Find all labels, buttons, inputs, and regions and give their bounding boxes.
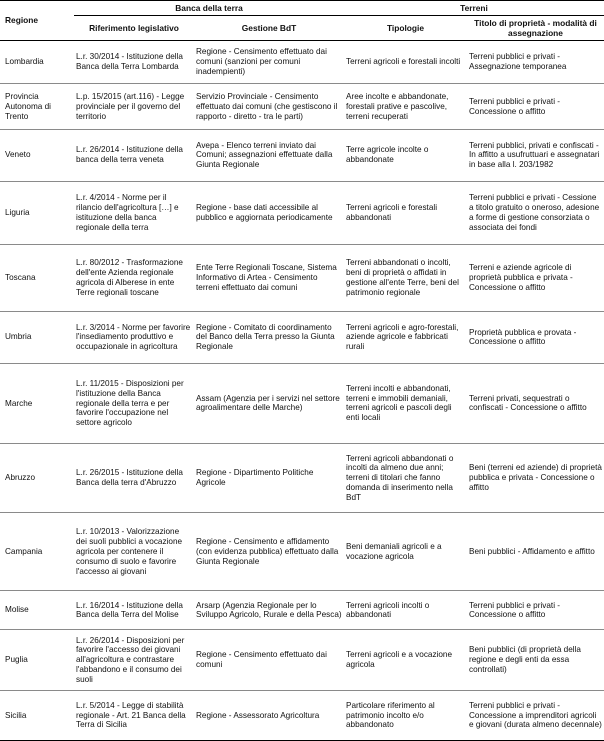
table-cell-titolo-di-proprieta: Terreni pubblici e privati - Cessione a titolo gratuito o oneroso, adesione a forme di gestione consorziata o associata dei fondi (467, 181, 604, 244)
table-row (0, 591, 604, 630)
table-cell-gestione-bdt: Regione - Censimento effettuato dai comuni (sanzioni per comuni inadempienti) (194, 41, 344, 84)
table-cell-riferimento-legislativo: L.r. 26/2014 - Disposizioni per favorire l'accesso dei giovani all'agricoltura e contrastare l'abbandono e il consumo dei suoli (74, 630, 194, 691)
table-cell-regione: Liguria (0, 181, 74, 244)
table-cell-tipologie: Terreni agricoli incolti o abbandonati (344, 591, 467, 630)
table-cell-regione: Abruzzo (0, 444, 74, 513)
table-row (0, 513, 604, 591)
table-cell-gestione-bdt: Regione - base dati accessibile al pubblico e aggiornata periodicamente (194, 181, 344, 244)
table-cell-riferimento-legislativo: L.r. 4/2014 - Norme per il rilancio dell'agricoltura […] e istituzione della banca regionale della terra (74, 181, 194, 244)
table-cell-riferimento-legislativo: L.r. 26/2014 - Istituzione della banca della terra veneta (74, 129, 194, 181)
table-cell-titolo-di-proprieta: Terreni e aziende agricole di proprietà pubblica e privata - Concessione o affitto (467, 244, 604, 311)
header-tipologie: Tipologie (344, 16, 467, 41)
table-row (0, 244, 604, 311)
table-cell-riferimento-legislativo: L.r. 80/2012 - Trasformazione dell'ente Azienda regionale agricola di Alberese in ente Terre regionali toscane (74, 244, 194, 311)
table-cell-gestione-bdt: Regione - Censimento effettuato dai comuni (194, 630, 344, 691)
table-cell-riferimento-legislativo: L.p. 15/2015 (art.116) - Legge provinciale per il governo del territorio (74, 84, 194, 130)
header-regione: Regione (0, 1, 74, 41)
table-row (0, 84, 604, 130)
table-cell-gestione-bdt: Regione - Dipartimento Politiche Agricole (194, 444, 344, 513)
table-cell-gestione-bdt: Avepa - Elenco terreni inviato dai Comuni; assegnazioni effettuate dalla Giunta Regionale (194, 129, 344, 181)
table-cell-gestione-bdt: Regione - Assessorato Agricoltura (194, 691, 344, 741)
table-cell-gestione-bdt: Assam (Agenzia per i servizi nel settore agroalimentare delle Marche) (194, 363, 344, 443)
table-cell-tipologie: Terreni agricoli e forestali incolti (344, 41, 467, 84)
table-cell-tipologie: Particolare riferimento al patrimonio incolto e/o abbandonato (344, 691, 467, 741)
table-cell-riferimento-legislativo: L.r. 5/2014 - Legge di stabilità regionale - Art. 21 Banca della Terra di Sicilia (74, 691, 194, 741)
table-cell-regione: Puglia (0, 630, 74, 691)
table-row (0, 41, 604, 84)
header-titolo-di-proprieta: Titolo di proprietà - modalità di assegnazione (467, 16, 604, 41)
table-cell-gestione-bdt: Regione - Comitato di coordinamento del Banco della Terra presso la Giunta Regionale (194, 311, 344, 363)
table-cell-titolo-di-proprieta: Proprietà pubblica e provata - Concessione o affitto (467, 311, 604, 363)
table-cell-regione: Umbria (0, 311, 74, 363)
header-group-row (0, 1, 604, 16)
table-cell-tipologie: Terreni agricoli e forestali abbandonati (344, 181, 467, 244)
table-cell-regione: Toscana (0, 244, 74, 311)
table-cell-titolo-di-proprieta: Terreni pubblici e privati - Concessione o affitto (467, 591, 604, 630)
table-cell-tipologie: Terreni abbandonati o incolti, beni di proprietà o affidati in gestione all'ente Terre, beni del patrimonio regionale (344, 244, 467, 311)
table-cell-titolo-di-proprieta: Terreni pubblici e privati - Concessione o affitto (467, 84, 604, 130)
table-cell-gestione-bdt: Arsarp (Agenzia Regionale per lo Sviluppo Agricolo, Rurale e della Pesca) (194, 591, 344, 630)
table-cell-regione: Veneto (0, 129, 74, 181)
table-cell-gestione-bdt: Regione - Censimento e affidamento (con evidenza pubblica) effettuato dalla Giunta Regionale (194, 513, 344, 591)
table-cell-titolo-di-proprieta: Terreni privati, sequestrati o confiscati - Concessione o affitto (467, 363, 604, 443)
table-cell-tipologie: Terreni agricoli e a vocazione agricola (344, 630, 467, 691)
table-cell-regione: Campania (0, 513, 74, 591)
table-cell-regione: Provincia Autonoma di Trento (0, 84, 74, 130)
table-cell-tipologie: Terreni agricoli abbandonati o incolti da almeno due anni; terreni di titolari che fanno domanda di inserimento nella BdT (344, 444, 467, 513)
table-cell-regione: Marche (0, 363, 74, 443)
table-row (0, 691, 604, 741)
table-cell-riferimento-legislativo: L.r. 11/2015 - Disposizioni per l'istituzione della Banca regionale della terra e per favorire l'occupazione nel settore agricolo (74, 363, 194, 443)
table-cell-riferimento-legislativo: L.r. 26/2015 - Istituzione della Banca della terra d'Abruzzo (74, 444, 194, 513)
table-row (0, 444, 604, 513)
table-header (0, 1, 604, 41)
table-cell-tipologie: Terre agricole incolte o abbandonate (344, 129, 467, 181)
header-group-terreni: Terreni (344, 1, 604, 16)
table-row (0, 311, 604, 363)
table-cell-titolo-di-proprieta: Terreni pubblici e privati - Assegnazione temporanea (467, 41, 604, 84)
table-row (0, 363, 604, 443)
table-cell-titolo-di-proprieta: Beni pubblici - Affidamento e affitto (467, 513, 604, 591)
table-cell-riferimento-legislativo: L.r. 3/2014 - Norme per favorire l'insediamento produttivo e occupazionale in agricoltura (74, 311, 194, 363)
table-row (0, 181, 604, 244)
table-cell-tipologie: Aree incolte e abbandonate, forestali prative e pascolive, terreni recuperati (344, 84, 467, 130)
header-riferimento-legislativo: Riferimento legislativo (74, 16, 194, 41)
table-cell-regione: Molise (0, 591, 74, 630)
table-body (0, 41, 604, 741)
table-cell-riferimento-legislativo: L.r. 30/2014 - Istituzione della Banca della Terra Lombarda (74, 41, 194, 84)
table-row (0, 129, 604, 181)
table-cell-tipologie: Terreni incolti e abbandonati, terreni e immobili demaniali, terreni agricoli e pascoli degli enti locali (344, 363, 467, 443)
header-group-banca-della-terra: Banca della terra (74, 1, 344, 16)
table-cell-tipologie: Terreni agricoli e agro-forestali, aziende agricole e fabbricati rurali (344, 311, 467, 363)
table-cell-titolo-di-proprieta: Beni pubblici (di proprietà della regione e degli enti da essa controllati) (467, 630, 604, 691)
table-cell-gestione-bdt: Ente Terre Regionali Toscane, Sistema Informativo di Artea - Censimento terreni effettuato dai comuni (194, 244, 344, 311)
table-cell-riferimento-legislativo: L.r. 16/2014 - Istituzione della Banca della Terra del Molise (74, 591, 194, 630)
header-gestione-bdt: Gestione BdT (194, 16, 344, 41)
table-cell-titolo-di-proprieta: Beni (terreni ed aziende) di proprietà pubblica e privata - Concessione o affitto (467, 444, 604, 513)
table-cell-regione: Sicilia (0, 691, 74, 741)
table-cell-riferimento-legislativo: L.r. 10/2013 - Valorizzazione dei suoli pubblici a vocazione agricola per contenere il consumo di suolo e favorire l'accesso ai giovani (74, 513, 194, 591)
table-cell-titolo-di-proprieta: Terreni pubblici e privati - Concessione a imprenditori agricoli e giovani (durata almeno decennale) (467, 691, 604, 741)
header-sub-row (0, 16, 604, 41)
table-row (0, 630, 604, 691)
table-cell-titolo-di-proprieta: Terreni pubblici, privati e confiscati - In affitto a usufruttuari e assegnatari in base alla l. 203/1982 (467, 129, 604, 181)
table-cell-tipologie: Beni demaniali agricoli e a vocazione agricola (344, 513, 467, 591)
table-cell-gestione-bdt: Servizio Provinciale - Censimento effettuato dai comuni (che gestiscono il rapporto - diretto - tra le parti) (194, 84, 344, 130)
table-cell-regione: Lombardia (0, 41, 74, 84)
